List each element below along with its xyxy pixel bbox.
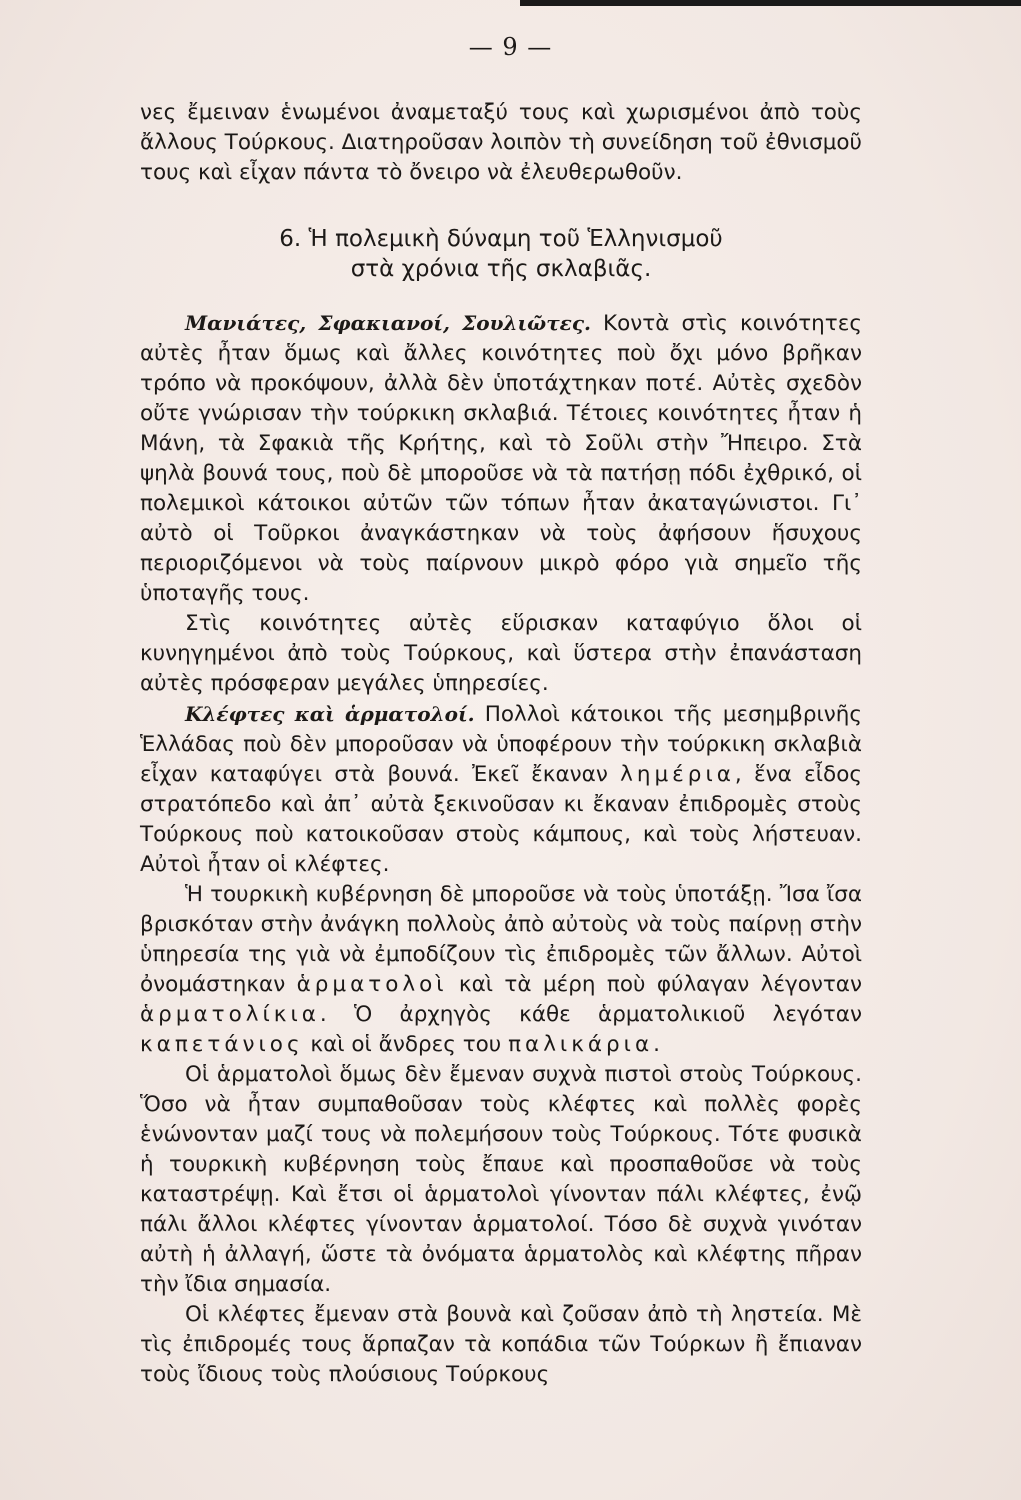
term-armatoloi: ἁρματολοὶ xyxy=(296,972,448,997)
section-heading xyxy=(140,224,862,284)
paragraph-armatoloi: Οἱ ἁρματολοὶ ὅμως δὲν ἔμεναν συχνὰ πιστοὶ στοὺς Τούρκους. Ὅσο νὰ ἦταν συμπαθοῦσαν τοὺς κλέφτες καὶ πολλὲς φορὲς ἑνώνονταν μαζί τους νὰ πολεμήσουν τοὺς Τούρκους. Τότε φυσικὰ ἡ τουρκικὴ κυβέρνηση τοὺς ἔπαυε καὶ προσπαθοῦσε νὰ τοὺς καταστρέψῃ. Καὶ ἔτσι οἱ ἁρματολοὶ γίνονταν πάλι κλέφτες, ἐνῷ πάλι ἄλλοι κλέφτες γίνονταν ἁρματολοί. Τόσο δὲ συχνὰ γινόταν αὐτὴ ἡ ἀλλαγή, ὥστε τὰ ὀνόματα ἁρματολὸς καὶ κλέφτης πῆραν τὴν ἴδια σημασία. xyxy=(140,1062,862,1297)
run-in-title-maniates: Μανιάτες, Σφακιανοί, Σουλιῶτες. xyxy=(185,311,591,335)
section-heading-line-1: 6. Ἡ πολεμικὴ δύναμη τοῦ Ἑλληνισμοῦ xyxy=(279,226,723,252)
paragraph-kyvernisi-text-b: καὶ τὰ μέρη ποὺ φύλαγαν λέγονταν xyxy=(447,972,862,997)
paragraph-last: Οἱ κλέφτες ἔμεναν στὰ βουνὰ καὶ ζοῦσαν ἀπὸ τὴ ληστεία. Μὲ τὶς ἐπιδρομές τους ἅρπαζαν τὰ κοπάδια τῶν Τούρκων ἢ ἔπιαναν τοὺς ἴδιους τοὺς πλούσιους Τούρκους xyxy=(140,1302,862,1387)
paragraph-katafygio: Στὶς κοινότητες αὐτὲς εὕρισκαν καταφύγιο ὅλοι οἱ κυνηγημένοι ἀπὸ τοὺς Τούρκους, καὶ ὕστερα στὴν ἐπανάσταση αὐτὲς πρόσφεραν μεγάλες ὑπηρεσίες. xyxy=(140,611,862,696)
term-armatolikia: ἁρματολίκια xyxy=(140,1002,320,1027)
body-text xyxy=(140,98,862,1390)
paragraph-kyvernisi-text-c: . Ὁ ἀρχηγὸς κάθε ἁρματολικιοῦ λεγόταν xyxy=(319,1002,862,1027)
term-lemeria: λημέρια xyxy=(620,762,735,787)
paragraph-kyvernisi xyxy=(140,880,862,1060)
page-edge-shadow xyxy=(520,0,1021,6)
section-heading-line-2: στὰ χρόνια τῆς σκλαβιᾶς. xyxy=(350,256,652,282)
paragraph-kleftes xyxy=(140,699,862,880)
paragraph-kyvernisi-text-e: . xyxy=(653,1032,660,1057)
paragraph-maniates xyxy=(140,308,862,609)
term-kapetanios: καπετάνιος xyxy=(140,1032,304,1057)
paragraph-maniates-body: Κοντὰ στὶς κοινότητες αὐτὲς ἦταν ὅμως καὶ ἄλλες κοινότητες ποὺ ὄχι μόνο βρῆκαν τρόπο νὰ προκόψουν, ἀλλὰ δὲν ὑποτάχτηκαν ποτέ. Αὐτὲς σχεδὸν οὔτε γνώρισαν τὴν τούρκικη σκλαβιά. Τέτοιες κοινότητες ἦταν ἡ Μάνη, τὰ Σφακιὰ τῆς Κρήτης, καὶ τὸ Σοῦλι στὴν Ἤπειρο. Στὰ ψηλὰ βουνά τους, ποὺ δὲ μποροῦσε νὰ τὰ πατήσῃ πόδι ἐχθρικό, οἱ πολεμικοὶ κάτοικοι αὐτῶν τῶν τόπων ἦταν ἀκαταγώνιστοι. Γι᾽ αὐτὸ οἱ Τοῦρκοι ἀναγκάστηκαν νὰ τοὺς ἀφήσουν ἥσυχους περιοριζόμενοι νὰ τοὺς παίρνουν μικρὸ φόρο γιὰ σημεῖο τῆς ὑποταγῆς τους. xyxy=(140,311,862,606)
paragraph-kleftes-text-a: Πολλοὶ κάτοικοι τῆς μεσημβρινῆς Ἑλλάδας ποὺ δὲν μποροῦσαν νὰ ὑποφέρουν τὴν τούρκικη σκλαβιὰ εἶχαν καταφύγει στὰ βουνά. Ἐκεῖ ἔκαναν xyxy=(140,702,863,787)
paragraph-intro: νες ἔμειναν ἑνωμένοι ἀναμεταξύ τους καὶ χωρισμένοι ἀπὸ τοὺς ἄλλους Τούρκους. Διατηροῦσαν λοιπὸν τὴ συνείδηση τοῦ ἐθνισμοῦ τους καὶ εἶχαν πάντα τὸ ὄνειρο νὰ ἐλευθερωθοῦν. xyxy=(140,100,862,185)
page-number: — 9 — xyxy=(468,33,553,61)
paragraph-kyvernisi-text-a: Ἡ τουρκικὴ κυβέρνηση δὲ μποροῦσε νὰ τοὺς ὑποτάξῃ. Ἴσα ἴσα βρισκόταν στὴν ἀνάγκη πολλοὺς ἀπὸ αὐτοὺς νὰ τοὺς παίρνῃ στὴν ὑπηρεσία της γιὰ νὰ ἐμποδίζουν τὶς ἐπιδρομὲς τῶν ἄλλων. Αὐτοὶ ὀνομάστηκαν xyxy=(140,882,862,997)
paragraph-kyvernisi-text-d: καὶ οἱ ἄνδρες του xyxy=(303,1032,509,1057)
paragraph-kleftes-text-b: , ἕνα εἶδος στρατόπεδο καὶ ἀπ᾽ αὐτὰ ξεκινοῦσαν κι ἔκαναν ἐπιδρομὲς στοὺς Τούρκους ποὺ κατοικοῦσαν στοὺς κάμπους, καὶ τοὺς λήστευαν. Αὐτοὶ ἦταν οἱ κλέφτες. xyxy=(140,762,862,877)
run-in-title-kleftes: Κλέφτες καὶ ἁρματολοί. xyxy=(185,702,475,726)
term-palikaria: παλικάρια xyxy=(508,1032,654,1057)
